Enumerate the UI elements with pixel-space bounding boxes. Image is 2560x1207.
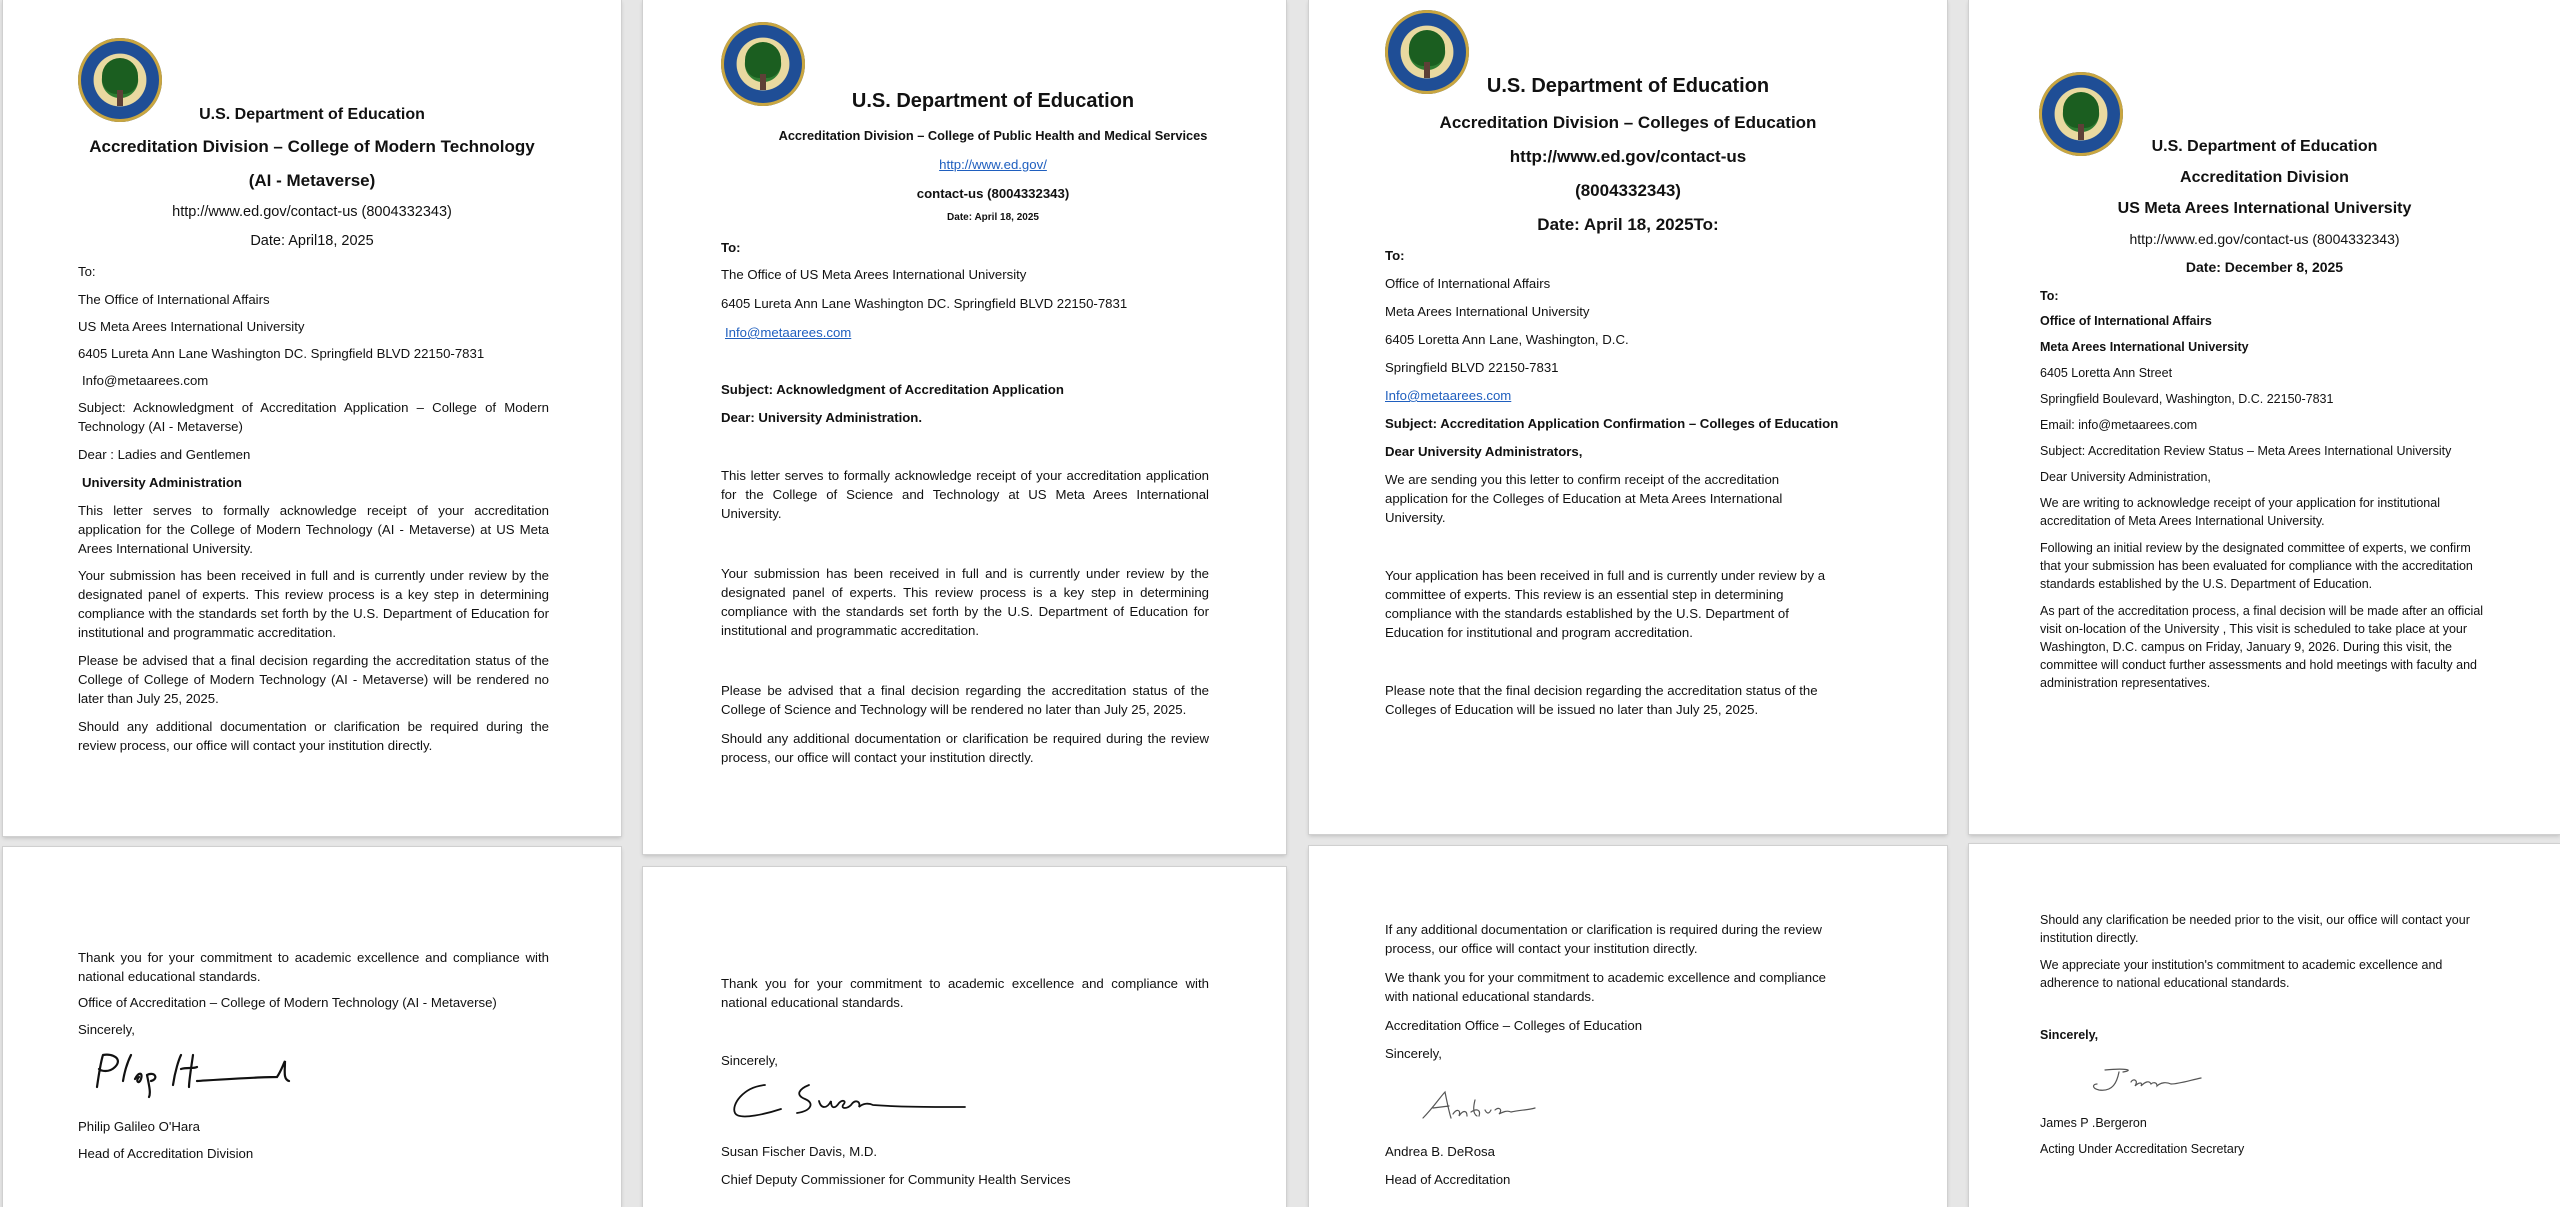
body-paragraph: Please be advised that a final decision regarding the accreditation status of the College of Science and Technology will be rendered no later than July 25, 2025. <box>721 683 1209 717</box>
signature-image <box>1419 1088 1539 1124</box>
office-line: Office of Accreditation – College of Modern Technology (AI - Metaverse) <box>78 995 497 1010</box>
recipient-heading: University Administration <box>82 475 242 490</box>
subject-line: Subject: Accreditation Application Confirmation – Colleges of Education <box>1385 416 1839 431</box>
address-line: Meta Arees International University <box>2040 340 2249 354</box>
salutation: Dear University Administration, <box>2040 470 2211 484</box>
signature-image <box>2075 1066 2205 1096</box>
signer-name: Susan Fischer Davis, M.D. <box>721 1144 878 1159</box>
closing: Sincerely, <box>2040 1028 2099 1042</box>
signer-title: Head of Accreditation Division <box>78 1146 254 1161</box>
address-line: 6405 Lureta Ann Lane Washington DC. Springfield BLVD 22150-7831 <box>78 346 485 361</box>
body-paragraph: Following an initial review by the designated committee of experts, we confirm that your submission has been evaluated for compliance with the accreditation standards established by the U.S. Department of Education. <box>2040 541 2473 591</box>
subject-line: Subject: Acknowledgment of Accreditation Application <box>721 382 1064 397</box>
date-line: Date: April 18, 2025 <box>947 212 1039 223</box>
division-title: Accreditation Division – College of Modern Technology <box>89 137 535 156</box>
address-line: Springfield Boulevard, Washington, D.C. 22150-7831 <box>2040 392 2334 406</box>
subject-line: Subject: Acknowledgment of Accreditation Application – College of Modern Technology (AI - Metaverse) <box>78 400 549 434</box>
to-label: To: <box>2040 289 2059 303</box>
email-line: Info@metaarees.com <box>82 373 209 388</box>
phone-line: (8004332343) <box>1575 181 1681 200</box>
body-paragraph: This letter serves to formally acknowledge receipt of your accreditation application for the College of Modern Technology (AI - Metaverse) at US Meta Arees International University. <box>78 503 549 556</box>
contact-line: http://www.ed.gov/contact-us (8004332343) <box>2129 231 2400 247</box>
address-line: 6405 Loretta Ann Street <box>2040 366 2173 380</box>
body-paragraph: Should any additional documentation or clarification be required during the review process, our office will contact your institution directly. <box>78 719 549 753</box>
body-paragraph: As part of the accreditation process, a final decision will be made after an official visit on-location of the University , This visit is scheduled to take place at your Washington, D.C. campus on Friday, January 9, 2026. During this visit, the committee will conduct further assessments and hold meetings with faculty and administration representatives. <box>2040 604 2484 690</box>
signer-name: Andrea B. DeRosa <box>1385 1144 1495 1159</box>
body-paragraph: This letter serves to formally acknowledge receipt of your accreditation application for the College of Science and Technology at US Meta Arees International University. <box>721 468 1209 521</box>
body-paragraph: Please note that the final decision regarding the accreditation status of the Colleges of Education will be issued no later than July 25, 2025. <box>1385 683 1818 717</box>
to-label: To: <box>78 264 96 279</box>
office-line: Accreditation Office – Colleges of Education <box>1385 1018 1643 1033</box>
thanks-paragraph: Thank you for your commitment to academic excellence and compliance with national educational standards. <box>78 950 549 984</box>
address-line: Springfield BLVD 22150-7831 <box>1385 360 1559 375</box>
letter1-page2 <box>3 847 621 1207</box>
letter1-page1 <box>3 0 621 836</box>
division-subtitle: (AI - Metaverse) <box>248 171 376 190</box>
signer-title: Head of Accreditation <box>1385 1172 1511 1187</box>
body-paragraph: Your submission has been received in full and is currently under review by the designated panel of experts. This review process is a key step in determining compliance with the standards set forth by the U.S. Department of Education for institutional and programmatic accreditation. <box>78 568 549 640</box>
body-paragraph: We are sending you this letter to confirm receipt of the accreditation application for the Colleges of Education at Meta Arees International University. <box>1385 472 1783 525</box>
body-paragraph: Please be advised that a final decision regarding the accreditation status of the College of College of Modern Technology (AI - Metaverse) will be rendered no later than July 25, 2025. <box>78 653 549 706</box>
university-title: US Meta Arees International University <box>2117 200 2412 217</box>
salutation: Dear University Administrators, <box>1385 444 1583 459</box>
contact-line: http://www.ed.gov/contact-us <box>1509 147 1747 166</box>
salutation: Dear : Ladies and Gentlemen <box>78 447 251 462</box>
to-label: To: <box>1385 248 1405 263</box>
dept-title: U.S. Department of Education <box>199 106 425 123</box>
email-link[interactable]: Info@metaarees.com <box>725 325 852 340</box>
address-line: The Office of US Meta Arees International University <box>721 267 1027 282</box>
address-line: The Office of International Affairs <box>78 292 270 307</box>
letter4-page2 <box>1969 844 2560 1207</box>
division-title: Accreditation Division – Colleges of Education <box>1439 113 1817 132</box>
signer-title: Chief Deputy Commissioner for Community Health Services <box>721 1172 1071 1187</box>
division-title: Accreditation Division <box>2180 169 2349 186</box>
address-line: Meta Arees International University <box>1385 304 1590 319</box>
signer-title: Acting Under Accreditation Secretary <box>2040 1142 2245 1156</box>
dept-title: U.S. Department of Education <box>1486 75 1770 97</box>
dept-title: U.S. Department of Education <box>2151 138 2378 155</box>
address-line: 6405 Lureta Ann Lane Washington DC. Springfield BLVD 22150-7831 <box>721 296 1128 311</box>
letter3-page1 <box>1309 0 1947 834</box>
letter3-page2 <box>1309 846 1947 1207</box>
body-paragraph: Should any clarification be needed prior to the visit, our office will contact your institution directly. <box>2040 913 2470 945</box>
address-line: Office of International Affairs <box>1385 276 1551 291</box>
website-link[interactable]: http://www.ed.gov/ <box>939 157 1047 172</box>
division-title: Accreditation Division – College of Public Health and Medical Services <box>778 128 1208 143</box>
closing: Sincerely, <box>721 1053 778 1068</box>
closing: Sincerely, <box>78 1022 135 1037</box>
dept-title: U.S. Department of Education <box>851 90 1135 112</box>
contact-line: http://www.ed.gov/contact-us (8004332343) <box>172 204 452 220</box>
signer-name: Philip Galileo O'Hara <box>78 1119 200 1134</box>
to-label: To: <box>721 240 741 255</box>
thanks-paragraph: Thank you for your commitment to academic excellence and compliance with national educational standards. <box>721 976 1209 1010</box>
subject-line: Subject: Accreditation Review Status – Meta Arees International University <box>2040 444 2452 458</box>
salutation: Dear: University Administration. <box>721 410 923 425</box>
letter2-page1 <box>643 0 1286 854</box>
date-line: Date: April 18, 2025To: <box>1537 215 1719 234</box>
address-line: Office of International Affairs <box>2040 314 2212 328</box>
address-line: 6405 Loretta Ann Lane, Washington, D.C. <box>1385 332 1629 347</box>
thanks-paragraph: We appreciate your institution's commitment to academic excellence and adherence to national educational standards. <box>2040 958 2443 990</box>
body-paragraph: We are writing to acknowledge receipt of your application for institutional accreditation of Meta Arees International University. <box>2040 496 2440 528</box>
email-link[interactable]: Info@metaarees.com <box>1385 388 1512 403</box>
signer-name: James P .Bergeron <box>2040 1116 2147 1130</box>
signature-image <box>89 1051 304 1099</box>
date-line: Date: December 8, 2025 <box>2185 259 2344 275</box>
body-paragraph: Should any additional documentation or clarification be required during the review process, our office will contact your institution directly. <box>721 731 1209 765</box>
body-paragraph: Your application has been received in full and is currently under review by a committee of experts. This review is an essential step in determining compliance with the standards established by the U.S. Department of Education for institutional and program accreditation. <box>1385 568 1826 640</box>
letter4-page1 <box>1969 0 2560 834</box>
body-paragraph: If any additional documentation or clarification is required during the review process, our office will contact your institution directly. <box>1385 922 1822 956</box>
address-line: US Meta Arees International University <box>78 319 305 334</box>
letter2-page2 <box>643 867 1286 1207</box>
email-line: Email: info@metaarees.com <box>2040 418 2198 432</box>
contact-line: contact-us (8004332343) <box>916 186 1070 201</box>
closing: Sincerely, <box>1385 1046 1442 1061</box>
body-paragraph: Your submission has been received in full and is currently under review by the designated panel of experts. This review process is a key step in determining compliance with the standards set forth by the U.S. Department of Education for institutional and programmatic accreditation. <box>721 566 1209 638</box>
signature-image <box>729 1079 969 1123</box>
date-line: Date: April18, 2025 <box>250 233 374 249</box>
thanks-paragraph: We thank you for your commitment to academic excellence and compliance with national educational standards. <box>1385 970 1827 1004</box>
